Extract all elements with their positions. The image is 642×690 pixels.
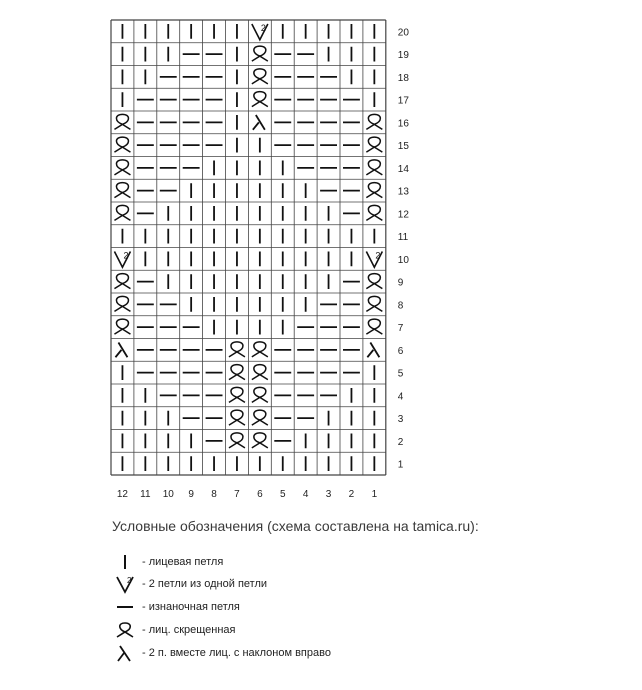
legend-text-k2tog: - 2 п. вместе лиц. с наклоном вправо bbox=[142, 647, 331, 659]
stitch-k2tog-right bbox=[367, 343, 379, 358]
stitch-twisted bbox=[366, 114, 382, 129]
stitch-twisted bbox=[114, 205, 130, 220]
legend-text-twisted: - лиц. скрещенная bbox=[142, 624, 236, 636]
row-label: 5 bbox=[397, 368, 404, 380]
column-label: 12 bbox=[116, 489, 129, 500]
stitch-twisted bbox=[229, 410, 245, 425]
column-label: 2 bbox=[348, 489, 355, 500]
legend-item-knit bbox=[112, 551, 223, 573]
stitch-twisted bbox=[229, 387, 245, 402]
legend-text-knit: - лицевая петля bbox=[142, 556, 224, 568]
stitch-twisted bbox=[114, 114, 130, 129]
row-label: 17 bbox=[397, 95, 409, 107]
row-label: 1 bbox=[397, 459, 404, 471]
column-label: 8 bbox=[211, 489, 217, 500]
row-label: 10 bbox=[397, 254, 409, 266]
row-label: 4 bbox=[397, 391, 404, 403]
stitch-twisted bbox=[114, 274, 130, 289]
row-label: 9 bbox=[397, 277, 404, 289]
stitch-twisted bbox=[114, 296, 130, 311]
inc2-count-label: 2 bbox=[260, 23, 266, 33]
stitch-twisted bbox=[229, 342, 245, 357]
column-label: 4 bbox=[302, 489, 309, 500]
row-label: 15 bbox=[397, 141, 409, 153]
column-label: 3 bbox=[325, 489, 332, 500]
row-label: 14 bbox=[397, 163, 409, 175]
row-label: 6 bbox=[397, 345, 404, 357]
stitch-twisted bbox=[366, 205, 382, 220]
stitch-twisted bbox=[366, 137, 382, 152]
inc2-count-label: 2 bbox=[123, 250, 129, 261]
legend-title: Условные обозначения (схема составлена на tamica.ru): bbox=[112, 518, 479, 534]
row-label: 19 bbox=[397, 50, 409, 62]
row-label: 16 bbox=[397, 118, 409, 130]
stitch-twisted bbox=[252, 92, 268, 107]
stitch-k2tog-right bbox=[253, 115, 265, 130]
inc2-count-label: 2 bbox=[375, 250, 381, 261]
stitch-twisted bbox=[229, 365, 245, 380]
stitch-twisted bbox=[114, 183, 130, 198]
stitch-twisted bbox=[229, 433, 245, 448]
column-label: 6 bbox=[257, 489, 263, 500]
stitch-twisted bbox=[252, 410, 268, 425]
stitch-twisted bbox=[366, 160, 382, 175]
stitch-twisted bbox=[252, 433, 268, 448]
row-label: 3 bbox=[397, 414, 404, 426]
row-label: 8 bbox=[397, 300, 404, 312]
stitch-twisted bbox=[252, 69, 268, 84]
legend-item-purl bbox=[112, 596, 240, 618]
stitch-twisted bbox=[366, 319, 382, 334]
column-label: 5 bbox=[279, 489, 286, 500]
svg-text:2: 2 bbox=[127, 576, 132, 585]
k2tog-symbol-icon bbox=[112, 642, 138, 664]
row-label: 11 bbox=[397, 232, 409, 244]
stitch-twisted bbox=[366, 296, 382, 311]
row-label: 7 bbox=[397, 323, 404, 335]
row-label: 2 bbox=[397, 436, 404, 448]
stitch-twisted bbox=[252, 46, 268, 61]
legend-item-k2tog bbox=[112, 642, 331, 664]
row-label: 12 bbox=[397, 209, 409, 221]
stitch-twisted bbox=[252, 365, 268, 380]
stitch-twisted bbox=[366, 274, 382, 289]
column-label: 9 bbox=[188, 489, 194, 500]
row-label: 20 bbox=[397, 27, 409, 39]
column-label: 10 bbox=[162, 489, 174, 500]
knit-symbol-icon bbox=[112, 551, 138, 573]
column-label: 7 bbox=[234, 489, 240, 500]
stitch-twisted bbox=[114, 319, 130, 334]
legend-item-twisted bbox=[112, 619, 236, 641]
stitch-twisted bbox=[114, 160, 130, 175]
stitch-twisted bbox=[366, 183, 382, 198]
legend-item-inc2 bbox=[112, 573, 267, 595]
twisted-symbol-icon bbox=[112, 619, 138, 641]
stitch-k2tog-right bbox=[115, 343, 127, 358]
column-label: 11 bbox=[140, 489, 151, 500]
stitch-twisted bbox=[252, 387, 268, 402]
legend-text-purl: - изнаночная петля bbox=[142, 601, 240, 613]
stitch-twisted bbox=[114, 137, 130, 152]
stitch-twisted bbox=[252, 342, 268, 357]
legend-text-inc2: - 2 петли из одной петли bbox=[142, 578, 268, 590]
purl-symbol-icon bbox=[112, 596, 138, 618]
row-label: 18 bbox=[397, 72, 409, 84]
inc2-symbol-icon bbox=[112, 573, 138, 595]
row-label: 13 bbox=[397, 186, 409, 198]
column-label: 1 bbox=[371, 489, 378, 500]
